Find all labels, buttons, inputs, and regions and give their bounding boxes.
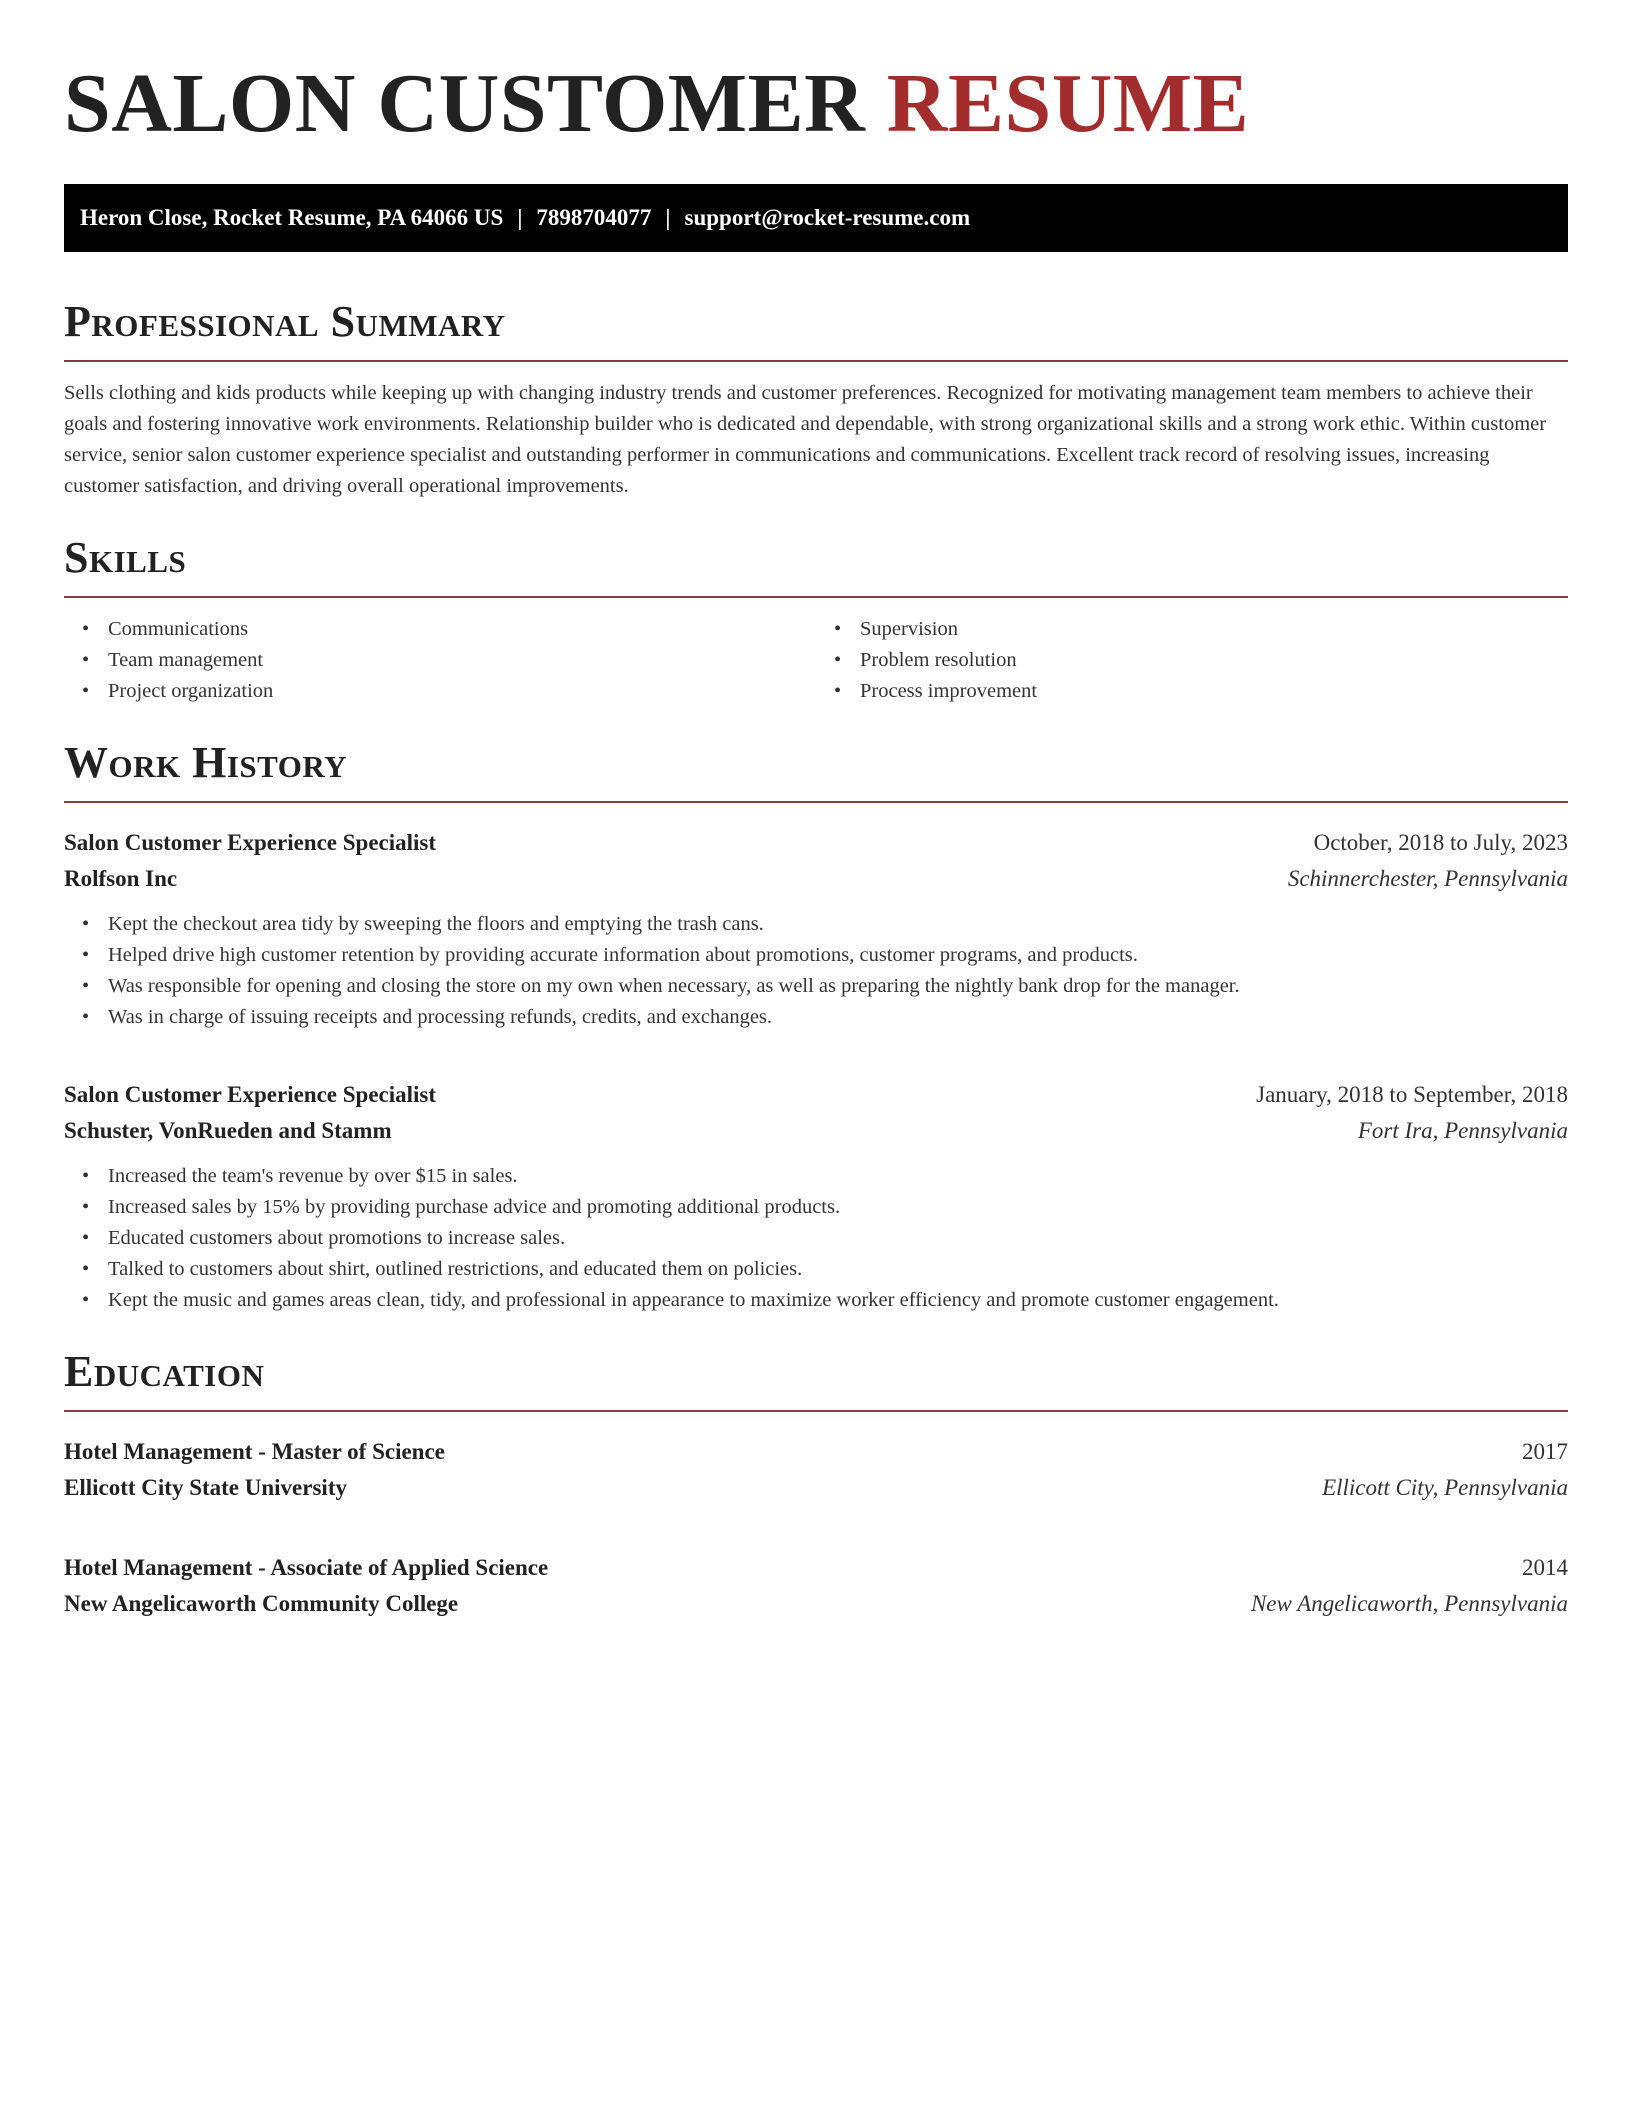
contact-phone[interactable]: 7898704077 bbox=[536, 205, 652, 230]
job-company: Rolfson Inc bbox=[64, 866, 178, 891]
skills-section bbox=[64, 532, 1568, 707]
job-role: Salon Customer Experience Specialist bbox=[64, 830, 437, 855]
job-location: Schinnerchester, Pennsylvania bbox=[1287, 866, 1568, 891]
education-location: New Angelicaworth, Pennsylvania bbox=[1250, 1591, 1568, 1616]
skills-columns bbox=[64, 614, 1568, 707]
section-divider bbox=[64, 596, 1568, 598]
job-bullet: • Educated customers about promotions to increase sales. bbox=[108, 1223, 1568, 1254]
section-divider bbox=[64, 801, 1568, 803]
contact-bar bbox=[64, 184, 1568, 252]
job-dates: January, 2018 to September, 2018 bbox=[1256, 1082, 1568, 1107]
job-company: Schuster, VonRueden and Stamm bbox=[64, 1118, 392, 1143]
job-entry bbox=[64, 825, 1568, 1033]
contact-email[interactable]: support@rocket-resume.com bbox=[684, 205, 971, 230]
education-location: Ellicott City, Pennsylvania bbox=[1322, 1475, 1568, 1500]
job-bullet: • Kept the checkout area tidy by sweeping the floors and emptying the trash cans. bbox=[108, 909, 1568, 940]
work-history-section bbox=[64, 737, 1568, 1316]
job-bullet: • Helped drive high customer retention by providing accurate information about promotions, customer programs, and products. bbox=[108, 940, 1568, 971]
education-degree: Hotel Management - Master of Science bbox=[64, 1439, 445, 1464]
job-location: Fort Ira, Pennsylvania bbox=[1357, 1118, 1568, 1143]
education-entry bbox=[64, 1550, 1568, 1622]
job-bullets bbox=[64, 909, 1568, 1033]
skill-item: • Project organization bbox=[108, 676, 816, 707]
education-degree: Hotel Management - Associate of Applied Science bbox=[64, 1555, 549, 1580]
skill-item: • Problem resolution bbox=[860, 645, 1568, 676]
title-accent-part: RESUME bbox=[886, 57, 1250, 150]
education-section bbox=[64, 1346, 1568, 1622]
section-title-summary: Professional Summary bbox=[64, 297, 506, 346]
section-divider bbox=[64, 360, 1568, 362]
section-title-education: Education bbox=[64, 1347, 265, 1396]
job-bullet: • Talked to customers about shirt, outlined restrictions, and educated them on policies. bbox=[108, 1254, 1568, 1285]
summary-text: Sells clothing and kids products while keeping up with changing industry trends and customer preferences. Recognized for motivating management team members to achieve their goals and fostering innovative work environments. Relationship builder who is dedicated and dependable, with strong organizational skills and a strong work ethic. Within customer service, senior salon customer experience specialist and outstanding performer in communications and communications. Excellent track record of resolving issues, increasing customer satisfaction, and driving overall operational improvements. bbox=[64, 382, 1547, 497]
education-entry bbox=[64, 1434, 1568, 1506]
contact-address: Heron Close, Rocket Resume, PA 64066 US bbox=[80, 205, 504, 230]
education-year: 2017 bbox=[1522, 1439, 1568, 1464]
job-role: Salon Customer Experience Specialist bbox=[64, 1082, 437, 1107]
resume-title bbox=[64, 56, 1568, 152]
skills-list-left bbox=[64, 614, 816, 707]
skills-list-right bbox=[816, 614, 1568, 707]
job-bullet: • Increased the team's revenue by over $15 in sales. bbox=[108, 1161, 1568, 1192]
section-title-work-history: Work History bbox=[64, 738, 348, 787]
education-year: 2014 bbox=[1522, 1555, 1568, 1580]
contact-separator: | bbox=[517, 205, 523, 230]
skill-item: • Process improvement bbox=[860, 676, 1568, 707]
section-divider bbox=[64, 1410, 1568, 1412]
education-school: Ellicott City State University bbox=[64, 1475, 347, 1500]
job-bullet: • Increased sales by 15% by providing purchase advice and promoting additional products. bbox=[108, 1192, 1568, 1223]
job-bullet: • Kept the music and games areas clean, tidy, and professional in appearance to maximize worker efficiency and promote customer engagement. bbox=[108, 1285, 1568, 1316]
skill-item: • Communications bbox=[108, 614, 816, 645]
job-bullet: • Was responsible for opening and closing the store on my own when necessary, as well as preparing the nightly bank drop for the manager. bbox=[108, 971, 1568, 1002]
job-bullet: • Was in charge of issuing receipts and processing refunds, credits, and exchanges. bbox=[108, 1002, 1568, 1033]
summary-section bbox=[64, 296, 1568, 502]
contact-separator: | bbox=[665, 205, 671, 230]
education-school: New Angelicaworth Community College bbox=[64, 1591, 459, 1616]
title-first-part: SALON CUSTOMER bbox=[64, 57, 866, 150]
skill-item: • Team management bbox=[108, 645, 816, 676]
skill-item: • Supervision bbox=[860, 614, 1568, 645]
section-title-skills: Skills bbox=[64, 533, 187, 582]
job-entry bbox=[64, 1077, 1568, 1316]
job-dates: October, 2018 to July, 2023 bbox=[1313, 830, 1568, 855]
job-bullets bbox=[64, 1161, 1568, 1316]
